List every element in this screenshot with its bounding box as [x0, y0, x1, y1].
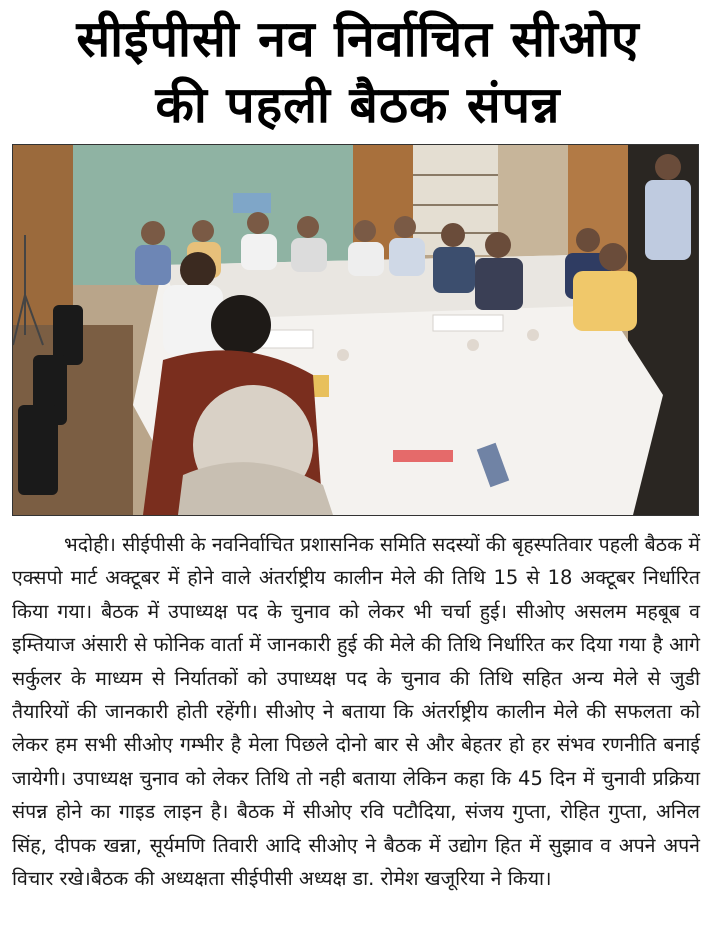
headline [0, 6, 716, 138]
headline-line-2: की पहली बैठक संपन्न [155, 76, 561, 134]
article-body [12, 528, 700, 895]
meeting-photo [12, 144, 699, 516]
headline-line-1: सीईपीसी नव निर्वाचित सीओए [76, 10, 640, 68]
article-paragraph: भदोही। सीईपीसी के नवनिर्वाचित प्रशासनिक समिति सदस्यों की बृहस्पतिवार पहली बैठक में एक्सपो मार्ट अक्टूबर में होने वाले अंतर्राष्ट्रीय कालीन मेले की तिथि 15 से 18 अक्टूबर निर्धारित किया गया। बैठक में उपाध्यक्ष पद के चुनाव को लेकर भी चर्चा हुई। सीओए असलम महबूब व इम्तियाज अंसारी से फोनिक वार्ता में जानकारी हुई की मेले की तिथि निर्धारित कर दिया गया है आगे सर्कुलर के माध्यम से निर्यातकों को उपाध्यक्ष पद के चुनाव की तिथि सहित अन्य मेले से जुडी तैयारियों की जानकारी होती रहेंगी। सीओए ने बताया कि अंतर्राष्ट्रीय कालीन मेले की सफलता को लेकर हम सभी सीओए गम्भीर है मेला पिछले दोनो बार से और बेहतर हो हर संभव रणनीति बनाई जायेगी। उपाध्यक्ष चुनाव को लेकर तिथि तो नही बताया लेकिन कहा कि 45 दिन में चुनावी प्रक्रिया संपन्न होने का गाइड लाइन है। बैठक में सीओए रवि पटौदिया, संजय गुप्ता, रोहित गुप्ता, अनिल सिंह, दीपक खन्ना, सूर्यमणि तिवारी आदि सीओए ने बैठक में उद्योग हित में सुझाव व अपने अपने विचार रखे।बैठक की अध्यक्षता सीईपीसी अध्यक्ष डा. रोमेश खजूरिया ने किया। [12, 533, 700, 891]
